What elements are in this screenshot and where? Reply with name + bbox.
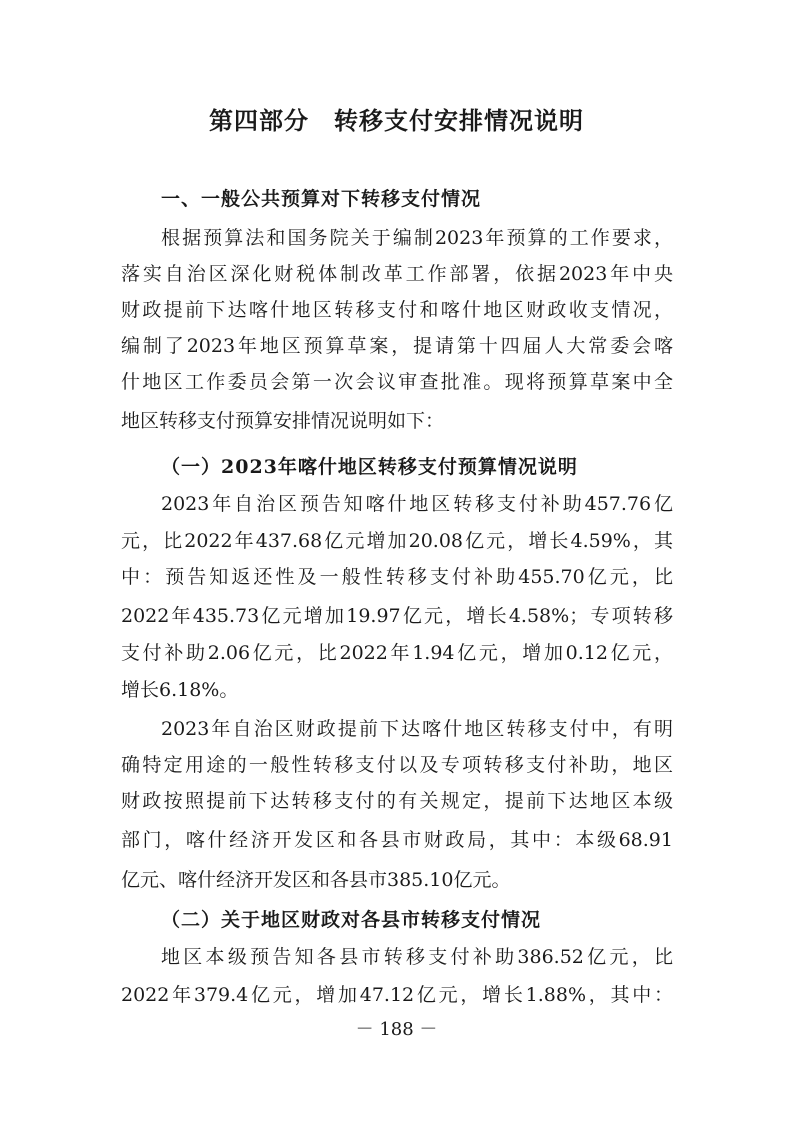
paragraph-line: 地区转移支付预算安排情况说明如下： bbox=[121, 410, 445, 432]
paragraph-line: 根据预算法和国务院关于编制2023年预算的工作要求， bbox=[161, 227, 673, 249]
paragraph-line: 部门，喀什经济开发区和各县市财政局，其中：本级68.91 bbox=[121, 829, 673, 851]
paragraph-line: 中：预告知返还性及一般性转移支付补助455.70亿元，比 bbox=[121, 566, 673, 588]
paragraph-line: 2023年自治区预告知喀什地区转移支付补助457.76亿 bbox=[161, 493, 673, 515]
paragraph-line: 元，比2022年437.68亿元增加20.08亿元，增长4.59%，其 bbox=[121, 530, 673, 552]
page-title: 第四部分 转移支付安排情况说明 bbox=[209, 106, 584, 135]
paragraph-line: 增长6.18%。 bbox=[121, 679, 239, 701]
paragraph-line: 落实自治区深化财税体制改革工作部署，依据2023年中央 bbox=[121, 263, 673, 285]
page-number: － 188 － bbox=[355, 1019, 438, 1040]
paragraph-line: 2022年435.73亿元增加19.97亿元，增长4.58%；专项转移 bbox=[121, 605, 673, 627]
paragraph-line: 2022年379.4亿元，增加47.12亿元，增长1.88%，其中： bbox=[121, 984, 673, 1006]
section-heading-general-budget: 一、一般公共预算对下转移支付情况 bbox=[161, 188, 482, 210]
subsection-heading-county-transfers: （二）关于地区财政对各县市转移支付情况 bbox=[161, 909, 542, 931]
paragraph-line: 2023年自治区财政提前下达喀什地区转移支付中，有明 bbox=[161, 718, 673, 740]
paragraph-line: 编制了2023年地区预算草案，提请第十四届人大常委会喀 bbox=[121, 335, 673, 357]
paragraph-line: 亿元、喀什经济开发区和各县市385.10亿元。 bbox=[121, 869, 511, 891]
paragraph-line: 什地区工作委员会第一次会议审查批准。现将预算草案中全 bbox=[121, 371, 673, 393]
paragraph-line: 地区本级预告知各县市转移支付补助386.52亿元，比 bbox=[161, 946, 673, 968]
paragraph-line: 确特定用途的一般性转移支付以及专项转移支付补助，地区 bbox=[121, 754, 673, 776]
subsection-heading-2023-budget: （一）2023年喀什地区转移支付预算情况说明 bbox=[161, 456, 578, 478]
paragraph-line: 财政按照提前下达转移支付的有关规定，提前下达地区本级 bbox=[121, 790, 673, 812]
paragraph-line: 财政提前下达喀什地区转移支付和喀什地区财政收支情况， bbox=[121, 299, 673, 321]
paragraph-line: 支付补助2.06亿元，比2022年1.94亿元，增加0.12亿元， bbox=[121, 642, 673, 664]
